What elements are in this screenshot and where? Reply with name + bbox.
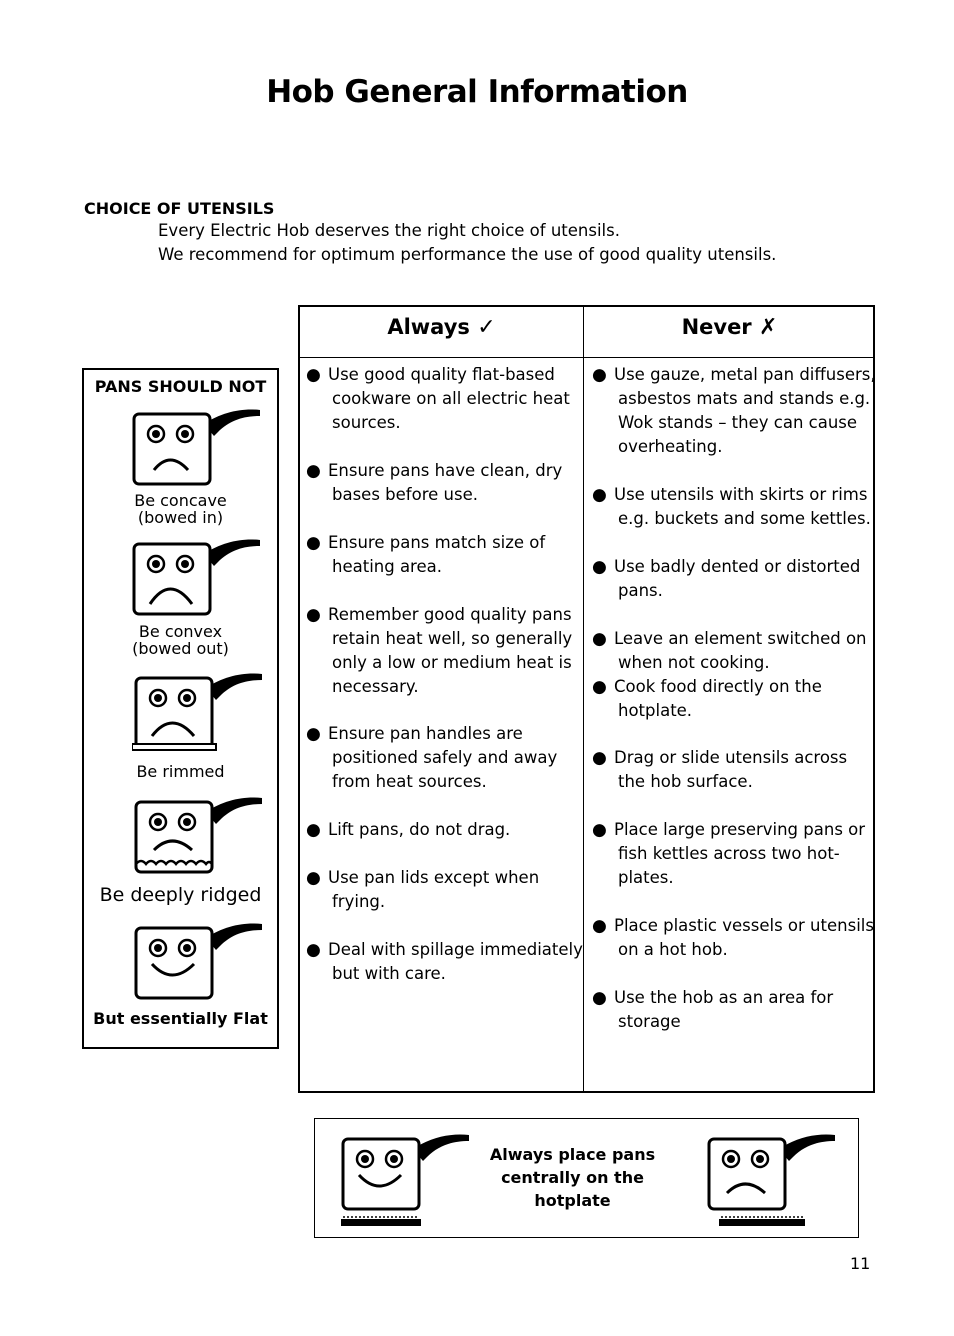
item-line: from heat sources. [332, 772, 487, 791]
item-line: pans. [618, 581, 663, 600]
bullet-icon: ● [306, 940, 321, 960]
item-line: only a low or medium heat is [332, 653, 572, 672]
item-line: Cook food directly on the [614, 677, 822, 696]
item-line: bases before use. [332, 485, 478, 504]
always-never-table [298, 305, 875, 1093]
bullet-icon: ● [592, 557, 607, 577]
sad-pan-icon [132, 794, 266, 878]
item-line: the hob surface. [618, 772, 753, 791]
bullet-icon: ● [592, 820, 607, 840]
item-line: sources. [332, 413, 401, 432]
convex-label: Be convex [138, 622, 223, 641]
bullet-icon: ● [592, 677, 607, 697]
column-divider [583, 307, 584, 1093]
item-line: Place large preserving pans or [614, 820, 866, 839]
bullet-icon: ● [592, 988, 607, 1008]
item-line: storage [618, 1012, 681, 1031]
panel-title: PANS SHOULD NOT [94, 377, 267, 396]
caption-line: hotplate [534, 1191, 611, 1210]
bullet-icon: ● [306, 820, 321, 840]
never-heading-text: Never [681, 315, 752, 339]
bullet-icon: ● [592, 485, 607, 505]
item-line: Leave an element switched on [614, 629, 867, 648]
section-heading: CHOICE OF UTENSILS [84, 199, 275, 218]
rimmed-label: Be rimmed [136, 762, 225, 781]
concave-note: (bowed in) [137, 508, 224, 527]
ridged-label: Be deeply ridged [99, 884, 262, 906]
item-line: Use pan lids except when [328, 868, 540, 887]
item-line: Lift pans, do not drag. [328, 820, 511, 839]
page-number: 11 [850, 1254, 871, 1273]
item-line: Use badly dented or distorted [614, 557, 861, 576]
item-line: fish kettles across two hot- [618, 844, 840, 863]
sad-pan-icon [130, 406, 264, 490]
item-line: asbestos mats and stands e.g. [618, 389, 871, 408]
header-divider [300, 357, 873, 358]
sad-pan-off-hotplate-icon [705, 1131, 839, 1229]
sad-pan-icon [130, 536, 264, 620]
item-line: Use utensils with skirts or rims [614, 485, 868, 504]
happy-pan-on-hotplate-icon [339, 1131, 473, 1229]
item-line: but with care. [332, 964, 446, 983]
item-line: Ensure pans have clean, dry [328, 461, 563, 480]
page-title: Hob General Information [266, 74, 688, 110]
caption-line: centrally on the [501, 1168, 644, 1187]
intro-text: Every Electric Hob deserves the right choice of utensils. [158, 221, 620, 240]
item-line: e.g. buckets and some kettles. [618, 509, 871, 528]
sad-pan-icon [132, 670, 266, 754]
happy-pan-icon [132, 920, 266, 1004]
concave-label: Be concave [134, 491, 227, 510]
cross-icon: ✗ [758, 315, 778, 340]
intro-text: We recommend for optimum performance the use of good quality utensils. [158, 245, 777, 264]
item-line: Wok stands – they can cause [618, 413, 858, 432]
item-line: positioned safely and away [332, 748, 558, 767]
always-heading [300, 315, 583, 340]
item-line: Ensure pan handles are [328, 724, 523, 743]
item-line: frying. [332, 892, 386, 911]
bullet-icon: ● [592, 748, 607, 768]
flat-label: But essentially Flat [93, 1009, 268, 1028]
pans-should-not-panel [82, 368, 279, 1049]
convex-note: (bowed out) [132, 639, 229, 658]
bullet-icon: ● [592, 629, 607, 649]
always-heading-text: Always [387, 315, 470, 339]
bullet-icon: ● [306, 605, 321, 625]
bullet-icon: ● [306, 724, 321, 744]
item-line: hotplate. [618, 701, 693, 720]
item-line: Use good quality flat-based [328, 365, 555, 384]
bullet-icon: ● [592, 916, 607, 936]
item-line: retain heat well, so generally [332, 629, 573, 648]
bullet-icon: ● [306, 365, 321, 385]
item-line: Remember good quality pans [328, 605, 572, 624]
bullet-icon: ● [306, 533, 321, 553]
item-line: cookware on all electric heat [332, 389, 570, 408]
item-line: heating area. [332, 557, 442, 576]
item-line: Drag or slide utensils across [614, 748, 848, 767]
item-line: Deal with spillage immediately [328, 940, 583, 959]
bullet-icon: ● [306, 868, 321, 888]
never-heading [584, 315, 875, 340]
check-icon: ✓ [477, 315, 496, 340]
placement-caption [475, 1143, 670, 1212]
placement-tip-box [314, 1118, 859, 1238]
item-line: Use the hob as an area for [614, 988, 834, 1007]
item-line: plates. [618, 868, 674, 887]
item-line: Ensure pans match size of [328, 533, 546, 552]
item-line: necessary. [332, 677, 419, 696]
item-line: on a hot hob. [618, 940, 728, 959]
bullet-icon: ● [592, 365, 607, 385]
bullet-icon: ● [306, 461, 321, 481]
item-line: overheating. [618, 437, 723, 456]
item-line: Place plastic vessels or utensils [614, 916, 874, 935]
item-line: when not cooking. [618, 653, 770, 672]
item-line: Use gauze, metal pan diffusers, [614, 365, 876, 384]
caption-line: Always place pans [489, 1145, 656, 1164]
